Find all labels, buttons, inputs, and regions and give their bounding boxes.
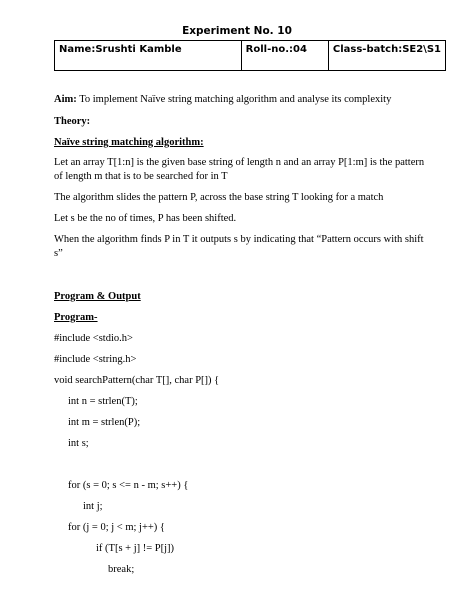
code-line: int n = strlen(T); — [68, 396, 138, 407]
code-line: #include <string.h> — [54, 354, 137, 365]
theory-para4-line2: s” — [54, 248, 63, 259]
theory-subheading: Naïve string matching algorithm: — [54, 137, 204, 148]
theory-para1-line2: of length m that is to be searched for in T — [54, 171, 228, 182]
theory-para1-line1: Let an array T[1:n] is the given base string of length n and an array P[1:m] is the pattern — [54, 157, 425, 168]
code-line: int j; — [83, 501, 103, 512]
table-row — [55, 41, 446, 71]
code-line: break; — [108, 564, 135, 575]
theory-para3: Let s be the no of times, P has been shifted. — [54, 213, 237, 224]
aim-label: Aim: — [54, 94, 77, 105]
theory-para2: The algorithm slides the pattern P, across the base string T looking for a match — [54, 192, 384, 203]
roll-number-cell: Roll-no.:04 — [241, 41, 328, 71]
document-title: Experiment No. 10 — [182, 25, 292, 37]
theory-para4-line1: When the algorithm finds P in T it outputs s by indicating that “Pattern occurs with shift — [54, 234, 424, 245]
code-line: int m = strlen(P); — [68, 417, 141, 428]
aim-line — [54, 94, 391, 105]
aim-text: To implement Naïve string matching algorithm and analyse its complexity — [79, 94, 392, 105]
class-batch-cell: Class-batch:SE2\S1 — [328, 41, 445, 71]
code-line: void searchPattern(char T[], char P[]) { — [54, 375, 220, 386]
student-name-cell: Name:Srushti Kamble — [55, 41, 242, 71]
code-line: #include <stdio.h> — [54, 333, 133, 344]
program-heading: Program & Output — [54, 291, 141, 302]
program-label: Program- — [54, 312, 98, 323]
code-line: for (j = 0; j < m; j++) { — [68, 522, 165, 533]
student-info-table — [54, 40, 446, 71]
code-line: if (T[s + j] != P[j]) — [96, 543, 175, 554]
code-line: for (s = 0; s <= n - m; s++) { — [68, 480, 189, 491]
theory-heading: Theory: — [54, 116, 91, 127]
code-line: int s; — [68, 438, 89, 449]
